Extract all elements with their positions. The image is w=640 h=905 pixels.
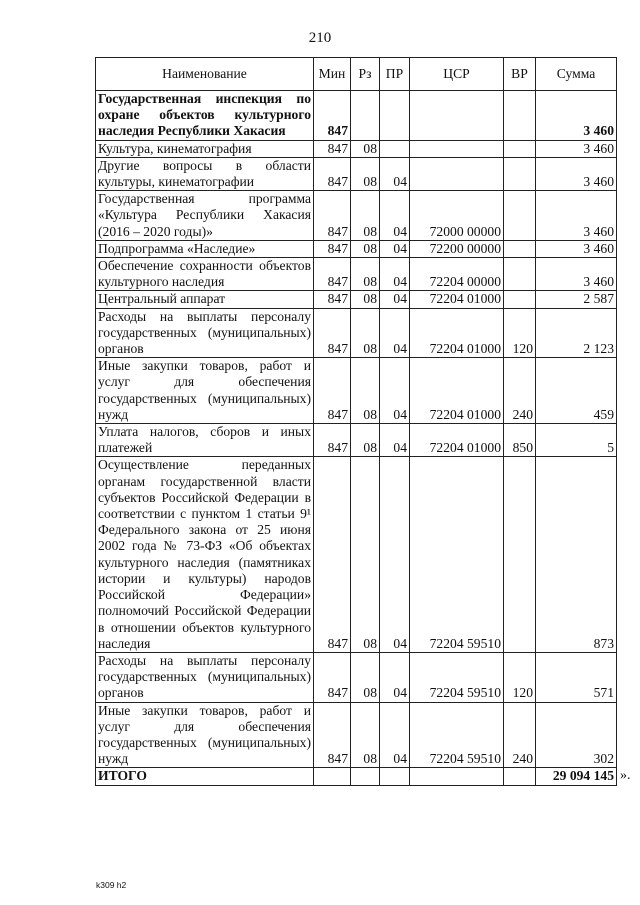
total-empty-cell <box>380 768 410 785</box>
cell-sum: 3 460 <box>536 91 617 141</box>
header-name: Наименование <box>96 58 314 91</box>
total-empty-cell <box>504 768 536 785</box>
cell-vr <box>504 140 536 157</box>
cell-pr: 04 <box>380 240 410 257</box>
cell-pr <box>380 140 410 157</box>
cell-min: 847 <box>314 702 351 768</box>
total-label: ИТОГО <box>96 768 314 785</box>
cell-vr <box>504 91 536 141</box>
cell-sum: 3 460 <box>536 240 617 257</box>
cell-csr <box>410 91 504 141</box>
cell-csr: 72204 01000 <box>410 358 504 424</box>
cell-sum: 873 <box>536 457 617 652</box>
cell-name: Государственная программа «Культура Республики Хакасия (2016 – 2020 годы)» <box>96 191 314 241</box>
cell-vr: 120 <box>504 308 536 358</box>
cell-csr: 72204 01000 <box>410 308 504 358</box>
header-vr: ВР <box>504 58 536 91</box>
table-header-row <box>96 58 617 91</box>
cell-name: Уплата налогов, сборов и иных платежей <box>96 424 314 457</box>
table-row <box>96 652 617 702</box>
cell-csr: 72204 59510 <box>410 457 504 652</box>
cell-csr: 72204 59510 <box>410 702 504 768</box>
cell-vr <box>504 291 536 308</box>
cell-sum: 5 <box>536 424 617 457</box>
cell-min: 847 <box>314 140 351 157</box>
cell-pr: 04 <box>380 652 410 702</box>
cell-vr: 240 <box>504 358 536 424</box>
cell-rz: 08 <box>351 240 380 257</box>
cell-rz: 08 <box>351 291 380 308</box>
cell-sum: 3 460 <box>536 140 617 157</box>
cell-min: 847 <box>314 308 351 358</box>
cell-csr: 72200 00000 <box>410 240 504 257</box>
cell-vr <box>504 457 536 652</box>
table-body <box>96 91 617 786</box>
cell-name: Иные закупки товаров, работ и услуг для обеспечения государственных (муниципальных) нужд <box>96 358 314 424</box>
cell-pr: 04 <box>380 191 410 241</box>
cell-rz: 08 <box>351 424 380 457</box>
cell-rz: 08 <box>351 140 380 157</box>
header-rz: Рз <box>351 58 380 91</box>
cell-sum: 3 460 <box>536 157 617 190</box>
cell-name: Подпрограмма «Наследие» <box>96 240 314 257</box>
cell-rz: 08 <box>351 157 380 190</box>
footer-code: k309 h2 <box>96 880 127 890</box>
cell-sum: 571 <box>536 652 617 702</box>
cell-vr: 850 <box>504 424 536 457</box>
cell-min: 847 <box>314 358 351 424</box>
cell-vr: 240 <box>504 702 536 768</box>
cell-name: Другие вопросы в области культуры, кинематографии <box>96 157 314 190</box>
cell-vr <box>504 157 536 190</box>
cell-min: 847 <box>314 424 351 457</box>
cell-min: 847 <box>314 240 351 257</box>
cell-pr: 04 <box>380 291 410 308</box>
page-number: 210 <box>308 30 332 46</box>
cell-name: Осуществление переданных органам государственной власти субъектов Российской Федерации в соответствии с пунктом 1 статьи 9¹ Федерального закона от 25 июня 2002 года № 73-ФЗ «Об объектах культурного наследия (памятниках истории и культуры) народов Российской Федерации» полномочий Российской Федерации в отношении объектов культурного наследия <box>96 457 314 652</box>
cell-vr: 120 <box>504 652 536 702</box>
cell-min: 847 <box>314 157 351 190</box>
table-row <box>96 702 617 768</box>
table-row <box>96 240 617 257</box>
cell-name: Расходы на выплаты персоналу государственных (муниципальных) органов <box>96 308 314 358</box>
table-row <box>96 457 617 652</box>
header-pr: ПР <box>380 58 410 91</box>
cell-name: Расходы на выплаты персоналу государственных (муниципальных) органов <box>96 652 314 702</box>
cell-min: 847 <box>314 258 351 291</box>
cell-vr <box>504 258 536 291</box>
header-csr: ЦСР <box>410 58 504 91</box>
cell-rz: 08 <box>351 258 380 291</box>
cell-rz: 08 <box>351 191 380 241</box>
cell-sum: 2 123 <box>536 308 617 358</box>
cell-pr: 04 <box>380 424 410 457</box>
cell-pr: 04 <box>380 457 410 652</box>
cell-csr <box>410 140 504 157</box>
closing-quote-mark: ». <box>620 768 631 784</box>
cell-rz: 08 <box>351 702 380 768</box>
cell-csr: 72204 59510 <box>410 652 504 702</box>
cell-min: 847 <box>314 191 351 241</box>
cell-sum: 3 460 <box>536 258 617 291</box>
cell-rz: 08 <box>351 652 380 702</box>
table-row <box>96 308 617 358</box>
cell-pr: 04 <box>380 157 410 190</box>
cell-pr <box>380 91 410 141</box>
cell-name: Центральный аппарат <box>96 291 314 308</box>
table-row <box>96 358 617 424</box>
cell-sum: 459 <box>536 358 617 424</box>
cell-name: Культура, кинематография <box>96 140 314 157</box>
cell-rz: 08 <box>351 358 380 424</box>
cell-csr <box>410 157 504 190</box>
header-sum: Сумма <box>536 58 617 91</box>
table-row <box>96 157 617 190</box>
cell-csr: 72000 00000 <box>410 191 504 241</box>
table-row <box>96 424 617 457</box>
cell-pr: 04 <box>380 358 410 424</box>
cell-pr: 04 <box>380 258 410 291</box>
total-empty-cell <box>314 768 351 785</box>
cell-sum: 2 587 <box>536 291 617 308</box>
cell-min: 847 <box>314 91 351 141</box>
cell-min: 847 <box>314 652 351 702</box>
cell-rz: 08 <box>351 457 380 652</box>
cell-name: Государственная инспекция по охране объектов культурного наследия Республики Хакасия <box>96 91 314 141</box>
cell-csr: 72204 00000 <box>410 258 504 291</box>
total-empty-cell <box>410 768 504 785</box>
cell-rz: 08 <box>351 308 380 358</box>
total-row <box>96 768 617 785</box>
cell-name: Обеспечение сохранности объектов культурного наследия <box>96 258 314 291</box>
cell-pr: 04 <box>380 702 410 768</box>
cell-csr: 72204 01000 <box>410 424 504 457</box>
cell-pr: 04 <box>380 308 410 358</box>
cell-min: 847 <box>314 291 351 308</box>
total-empty-cell <box>351 768 380 785</box>
table-row <box>96 191 617 241</box>
total-sum: 29 094 145 <box>536 768 617 785</box>
table-row <box>96 291 617 308</box>
header-min: Мин <box>314 58 351 91</box>
cell-name: Иные закупки товаров, работ и услуг для обеспечения государственных (муниципальных) нужд <box>96 702 314 768</box>
cell-sum: 302 <box>536 702 617 768</box>
cell-csr: 72204 01000 <box>410 291 504 308</box>
table-row <box>96 258 617 291</box>
cell-rz <box>351 91 380 141</box>
budget-table <box>95 57 617 786</box>
cell-min: 847 <box>314 457 351 652</box>
cell-vr <box>504 240 536 257</box>
table-row <box>96 91 617 141</box>
cell-sum: 3 460 <box>536 191 617 241</box>
table-row <box>96 140 617 157</box>
cell-vr <box>504 191 536 241</box>
